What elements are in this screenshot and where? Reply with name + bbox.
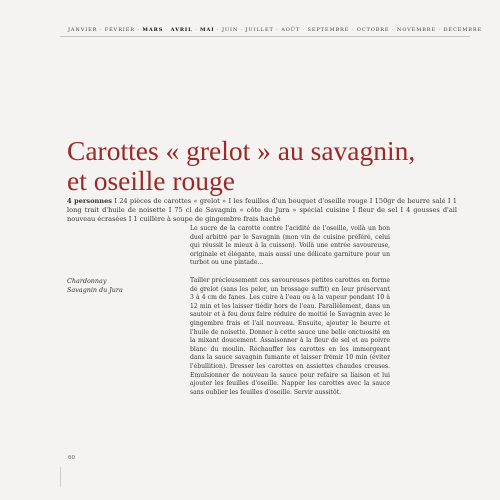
top-divider <box>60 36 470 37</box>
month-link[interactable]: AOÛT <box>281 27 301 33</box>
month-link[interactable]: SEPTEMBRE <box>307 27 350 33</box>
recipe-title-line-2: et oseille rouge <box>67 165 235 197</box>
month-separator: · <box>192 27 201 33</box>
month-link[interactable]: FÉVRIER <box>104 27 135 33</box>
wine-pairing <box>67 277 177 295</box>
month-link[interactable]: JUILLET <box>245 27 274 33</box>
month-separator: · <box>349 27 357 33</box>
month-separator: · <box>163 27 171 33</box>
month-separator: · <box>214 27 222 33</box>
month-link[interactable]: NOVEMBRE <box>396 27 437 33</box>
month-link[interactable]: JUIN <box>221 27 239 33</box>
month-link[interactable]: MARS <box>142 27 164 33</box>
month-separator: · <box>300 27 308 33</box>
month-link[interactable]: MAI <box>200 27 215 33</box>
recipe-method: Tailler précieusement ces savoureuses petites carottes en forme de grelot (sans les peler, un brossage suffit) en leur préservant 3 à 4 cm de fanes. Les cuire à l'eau ou à la vapeur pendant 10 à 12 min et les laisser tiédir hors de l'eau. Parallèlement, dans un sautoir et à feu doux faire réduire de moitié le Savagnin avec le gingembre frais et l'ail nouveau. Ensuite, ajouter le beurre et l'huile de noisette. Donner à cette sauce une belle onctuosité en la mixant doucement. Assaisonner à la fleur de sel et au poivre blanc du moulin. Réchauffer les carottes en les immergeant dans la sauce savagnin fumante et laisser frémir 10 min (éviter l'ébullition). Dresser les carottes en assiettes chaudes creuses. Emulsionner de nouveau la sauce pour refaire sa liaison et lui ajouter les feuilles d'oseille. Napper les carottes avec la sauce sans oublier les feuilles d'oseille. Servir aussitôt. <box>190 277 390 396</box>
recipe-intro: Le sucre de la carotte contre l'acidité de l'oseille, voilà un bon duel arbitré par le Savagnin (mon vin de cuisine préféré, celui qui réussit le mieux à la cuisson). Voilà une entrée savoureuse, originale et élégante, mais aussi une délicate garniture pour un turbot ou une pintade... <box>190 225 390 267</box>
wine-pairing-line-1: Chardonnay <box>67 277 107 285</box>
month-separator: · <box>134 27 143 33</box>
month-separator: · <box>238 27 246 33</box>
month-navigation <box>68 27 483 33</box>
page-number: 60 <box>68 455 75 461</box>
month-link[interactable]: JANVIER <box>68 27 98 33</box>
bottom-margin-rule <box>60 467 61 487</box>
month-separator: · <box>436 27 444 33</box>
month-link[interactable]: DÉCEMBRE <box>443 27 483 33</box>
recipe-title <box>67 136 477 196</box>
month-separator: · <box>273 27 282 33</box>
ingredients-block <box>67 197 457 224</box>
month-link[interactable]: AVRIL <box>170 27 193 33</box>
month-separator: · <box>389 27 397 33</box>
month-link[interactable]: OCTOBRE <box>356 27 390 33</box>
month-separator: · <box>97 27 105 33</box>
servings-label: 4 personnes <box>67 197 112 205</box>
recipe-title-line-1: Carottes « grelot » au savagnin, <box>67 135 416 167</box>
ingredients-list: I 24 pièces de carottes « grelot » I les feuilles d'un bouquet d'oseille rouge I 150gr de beurre salé I 1 long trait d'huile de noisette I 75 cl de Savagnin « côte du Jura » spécial cuisine I fleur de sel I 4 gousses d'ail nouveau écrasées I 1 cuillère à soupe de gingembre frais haché <box>67 197 457 223</box>
wine-pairing-line-2: Savagnin du Jura <box>67 286 123 294</box>
